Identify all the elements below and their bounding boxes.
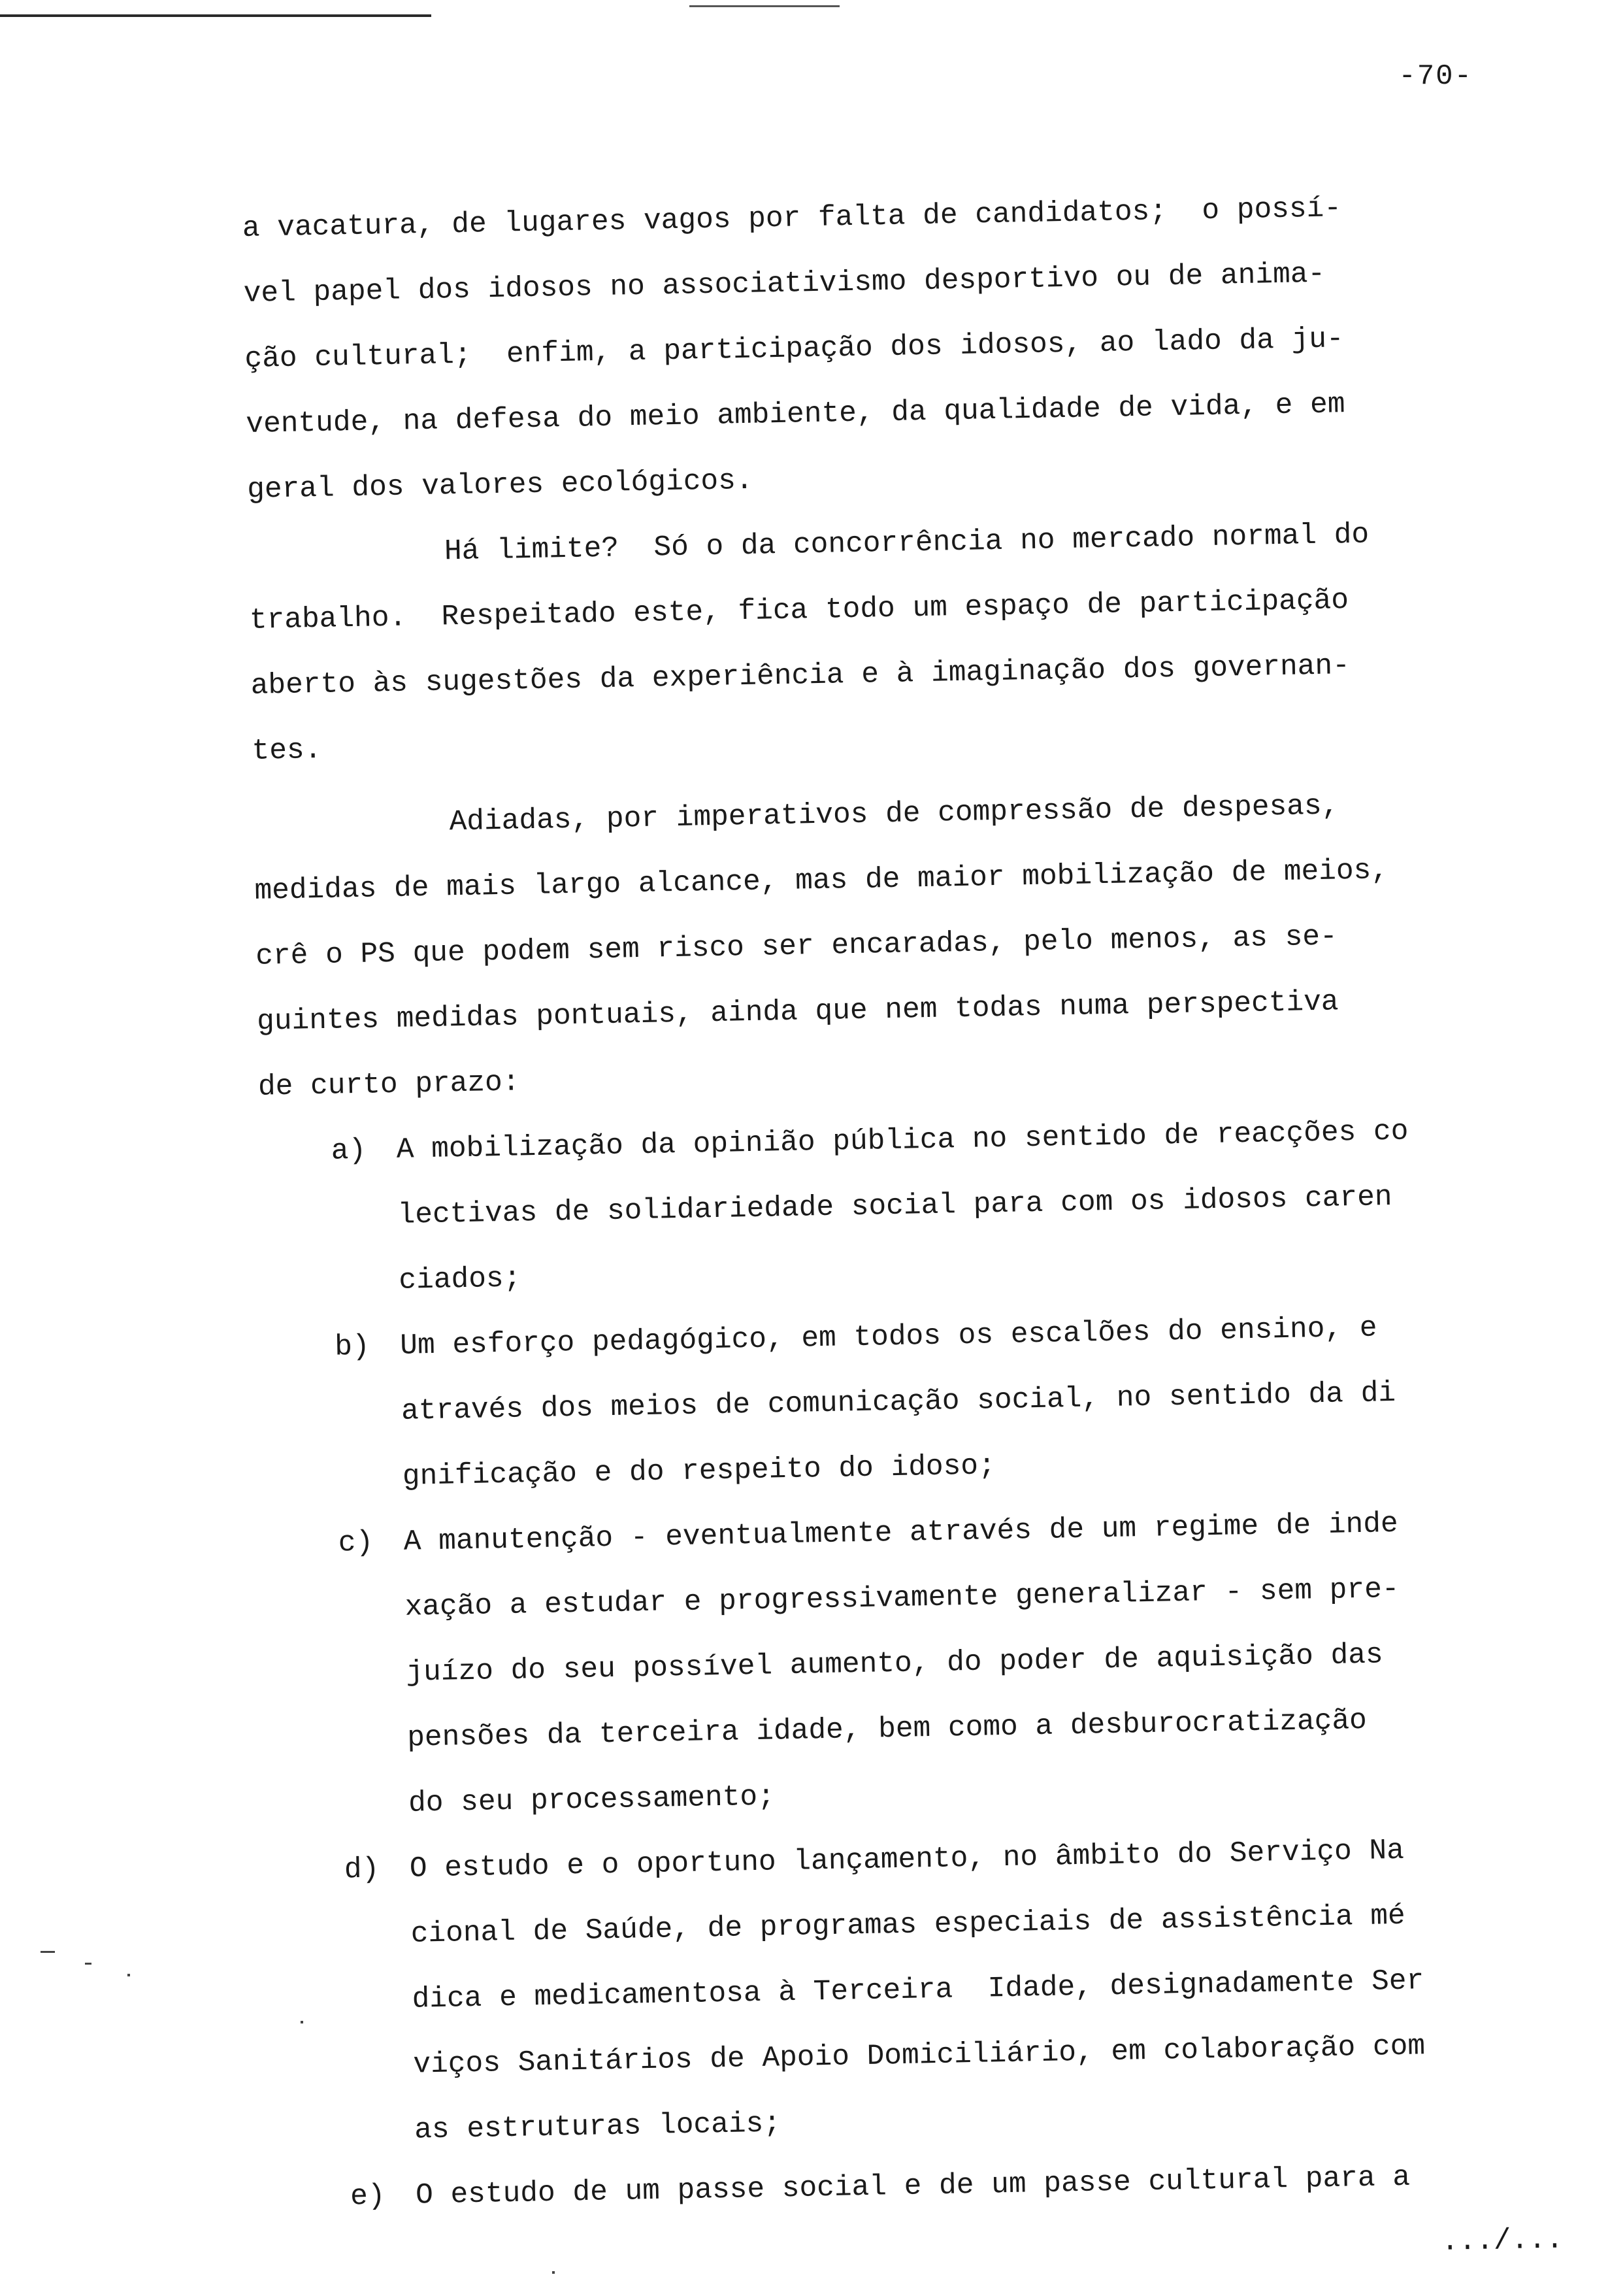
text-line: O estudo e o oportuno lançamento, no âmbito do Serviço Na bbox=[409, 1834, 1405, 1886]
text-line: vel papel dos idosos no associativismo desportivo ou de anima- bbox=[243, 258, 1326, 310]
text-line: do seu processamento; bbox=[408, 1780, 776, 1820]
text-line: crê o PS que podem sem risco ser encaradas, pelo menos, as se- bbox=[255, 920, 1338, 973]
text-line: cional de Saúde, de programas especiais de assistência mé bbox=[410, 1899, 1406, 1951]
text-line: Um esforço pedagógico, em todos os escalões do ensino, e bbox=[399, 1312, 1377, 1363]
text-line: O estudo de um passe social e de um passe cultural para a bbox=[415, 2161, 1411, 2212]
text-line: trabalho. Respeitado este, fica todo um espaço de participação bbox=[249, 584, 1349, 637]
text-line: de curto prazo: bbox=[257, 1066, 520, 1104]
text-line: pensões da terceira idade, bem como a desburocratização bbox=[406, 1704, 1368, 1755]
text-line: Adiadas, por imperativos de compressão de despesas, bbox=[449, 790, 1339, 839]
list-marker: d) bbox=[344, 1853, 380, 1887]
body-text bbox=[242, 173, 1577, 2296]
margin-mark bbox=[85, 1963, 91, 1965]
text-line: gnificação e do respeito do idoso; bbox=[402, 1450, 996, 1493]
text-line: juízo do seu possível aumento, do poder de aquisição das bbox=[405, 1639, 1384, 1689]
text-line: ção cultural; enfim, a participação dos idosos, ao lado da ju- bbox=[244, 323, 1345, 376]
text-line: A mobilização da opinião pública no sentido de reacções co bbox=[396, 1115, 1409, 1167]
text-line: ventude, na defesa do meio ambiente, da qualidade de vida, e em bbox=[245, 388, 1345, 441]
top-mid-rule bbox=[689, 5, 840, 7]
list-marker: c) bbox=[338, 1526, 374, 1560]
text-line: Há limite? Só o da concorrência no mercado normal do bbox=[444, 518, 1370, 569]
paragraph-3 bbox=[253, 769, 1556, 1120]
text-line: dica e medicamentosa à Terceira Idade, designadamente Ser bbox=[412, 1965, 1424, 2016]
paragraph-2 bbox=[248, 499, 1549, 784]
measures-list bbox=[259, 1096, 1576, 2231]
text-line: guintes medidas pontuais, ainda que nem todas numa perspectiva bbox=[256, 986, 1339, 1039]
text-line: aberto às sugestões da experiência e à imaginação dos governan- bbox=[250, 650, 1351, 703]
list-item bbox=[344, 1815, 1575, 2164]
text-line: as estruturas locais; bbox=[414, 2107, 781, 2147]
list-item bbox=[338, 1488, 1569, 1837]
top-left-rule bbox=[0, 14, 431, 17]
continuation-mark: .../... bbox=[1441, 2223, 1564, 2259]
text-line: A manutenção - eventualmente através de um regime de inde bbox=[403, 1507, 1399, 1559]
text-line: tes. bbox=[252, 733, 322, 768]
paragraph-1 bbox=[242, 173, 1545, 523]
list-marker: b) bbox=[334, 1330, 370, 1364]
text-line: xação a estudar e progressivamente generalizar - sem pre- bbox=[404, 1572, 1400, 1624]
text-line: através dos meios de comunicação social, no sentido da di bbox=[401, 1376, 1396, 1428]
list-marker: e) bbox=[350, 2180, 386, 2214]
margin-mark bbox=[41, 1951, 55, 1953]
list-marker: a) bbox=[331, 1134, 367, 1168]
text-line: lectivas de solidariedade social para com os idosos caren bbox=[397, 1180, 1392, 1232]
margin-mark bbox=[127, 1974, 130, 1976]
list-item bbox=[334, 1292, 1562, 1510]
text-line: geral dos valores ecológicos. bbox=[246, 464, 754, 507]
text-line: viços Sanitários de Apoio Domiciliário, em colaboração com bbox=[412, 2030, 1426, 2082]
page-number: -70- bbox=[1398, 60, 1473, 93]
text-line: a vacatura, de lugares vagos por falta de candidatos; o possí- bbox=[242, 192, 1342, 245]
list-item bbox=[331, 1096, 1559, 1314]
text-line: ciados; bbox=[398, 1262, 521, 1297]
text-line: medidas de mais largo alcance, mas de maior mobilização de meios, bbox=[254, 854, 1389, 908]
